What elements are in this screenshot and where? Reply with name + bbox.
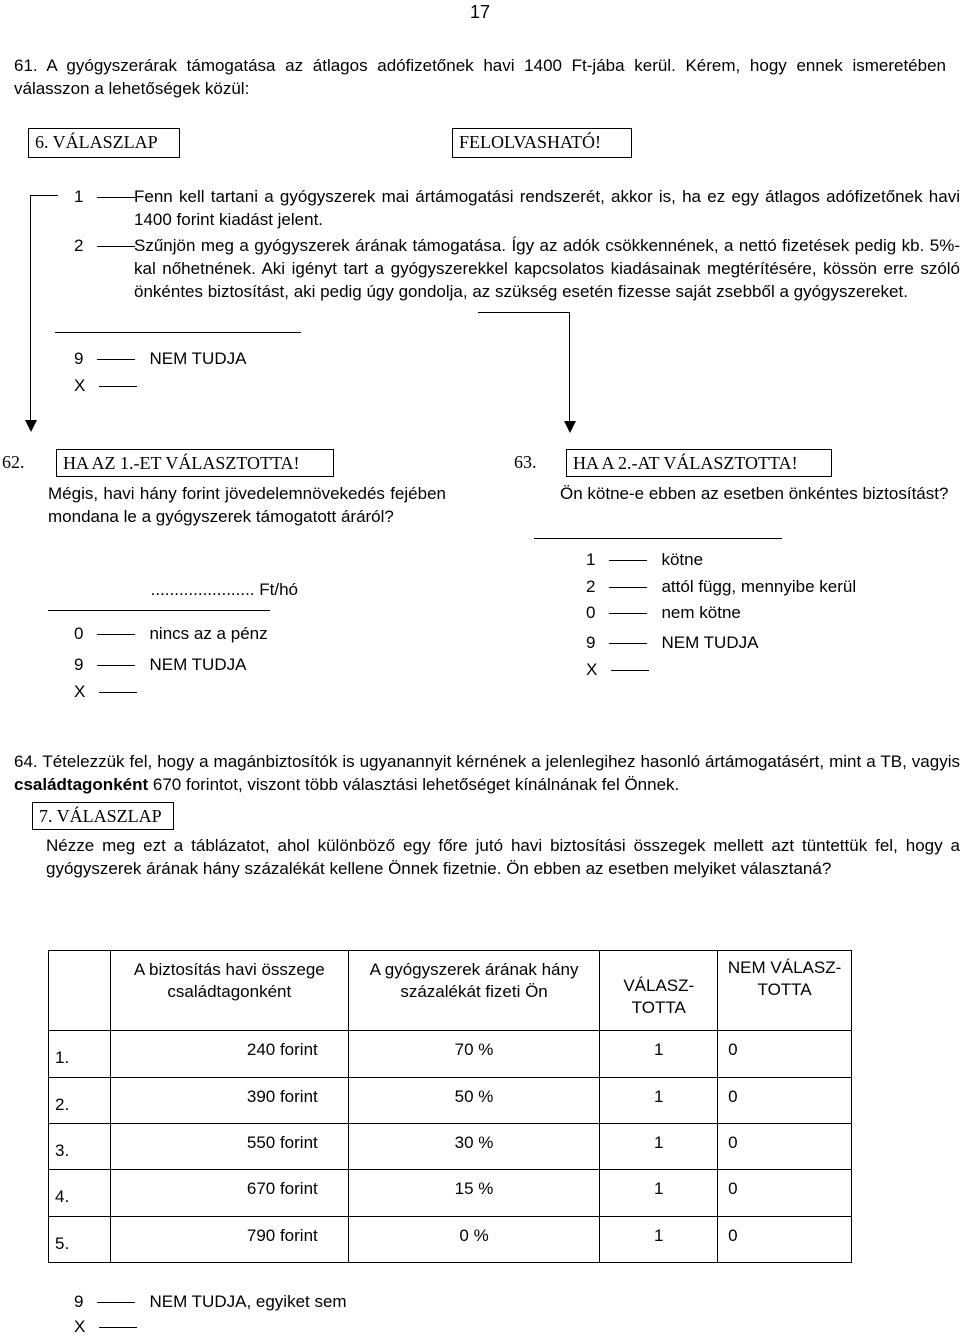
code-dash — [609, 643, 647, 644]
question-64-text — [14, 750, 960, 796]
option-9-code: 9 — [74, 655, 84, 674]
option-9-code: 9 — [586, 633, 596, 652]
row-number: 1. — [49, 1031, 111, 1078]
row-no-code: 0 — [718, 1124, 852, 1170]
option-1-code: 1 — [586, 550, 596, 569]
row-amount: 550 forint — [110, 1124, 348, 1170]
option-2-code: 2 — [74, 236, 84, 255]
question-63-number: 63. — [514, 452, 537, 472]
answer-line-ft-ho: ...................... Ft/hó — [150, 580, 298, 599]
row-yes-code: 1 — [600, 1078, 718, 1124]
option-0 — [586, 601, 741, 624]
row-amount: 390 forint — [110, 1078, 348, 1124]
separator-line — [55, 332, 301, 333]
code-dash — [99, 386, 137, 387]
option-0 — [74, 622, 268, 645]
row-number: 3. — [49, 1124, 111, 1170]
row-no-code: 0 — [718, 1217, 852, 1263]
question-64-text-b: 670 forintot, viszont több választási lehetőséget kínálnának fel Önnek. — [148, 775, 680, 794]
right-arrowhead-icon — [564, 421, 576, 433]
row-amount: 670 forint — [110, 1170, 348, 1217]
answer-card-label: 6. VÁLASZLAP — [28, 128, 180, 158]
code-dash — [609, 613, 647, 614]
table-header-amount: A biztosítás havi összege családtagonként — [110, 951, 348, 1031]
option-2-code: 2 — [586, 577, 596, 596]
option-x-code: X — [74, 376, 86, 395]
option-0-code: 0 — [586, 603, 596, 622]
row-amount: 240 forint — [110, 1031, 348, 1078]
option-x — [74, 680, 151, 703]
option-0-text: nincs az a pénz — [149, 624, 268, 643]
option-9-code: 9 — [74, 1292, 84, 1311]
table-row — [49, 1031, 852, 1078]
table-header-not-chose: NEM VÁLASZ- TOTTA — [718, 951, 852, 1031]
option-x — [74, 374, 151, 397]
page-number: 17 — [470, 2, 491, 22]
option-2-text: Szűnjön meg a gyógyszerek árának támogatása. Így az adók csökkennének, a nettó fizetések pedig kb. 5%-kal nőhetnének. Aki igényt tart a gyógyszerekkel kapcsolatos kiadásainak megtérítésére, kössön erre szóló önkéntes biztosítást, aki pedig úgy gondolja, az szükség esetén fizesse saját zsebből a gyógyszereket. — [134, 236, 960, 301]
table-row — [49, 1217, 852, 1263]
row-number: 2. — [49, 1078, 111, 1124]
row-yes-code: 1 — [600, 1170, 718, 1217]
code-dash — [97, 1302, 135, 1303]
option-x-code: X — [586, 660, 598, 679]
table-header-row — [49, 951, 852, 1031]
option-1-text: kötne — [661, 550, 704, 569]
option-9 — [74, 653, 246, 676]
option-1 — [586, 548, 703, 571]
readable-label: FELOLVASHATÓ! — [452, 128, 632, 158]
option-9 — [74, 347, 246, 370]
option-9-code: 9 — [74, 349, 84, 368]
question-62-number: 62. — [2, 452, 25, 472]
question-63-text: Ön kötne-e ebben az esetben önkéntes biztosítást? — [560, 484, 949, 503]
row-percent: 50 % — [348, 1078, 600, 1124]
right-routing-arrow-horizontal — [478, 312, 570, 313]
table-row — [49, 1124, 852, 1170]
table-row — [49, 1078, 852, 1124]
question-64-instruction: Nézze meg ezt a táblázatot, ahol különböző egy főre jutó havi biztosítási összegek mellett azt tüntettük fel, hogy a gyógyszerek árának hány százalékát kellene Önnek fizetnie. Ön ebben az esetben melyiket választaná? — [46, 836, 960, 878]
option-x — [586, 658, 663, 681]
code-dash — [99, 1327, 137, 1328]
row-no-code: 0 — [718, 1031, 852, 1078]
row-percent: 0 % — [348, 1217, 600, 1263]
option-9 — [74, 1290, 347, 1313]
row-amount: 790 forint — [110, 1217, 348, 1263]
answer-card-7-label: 7. VÁLASZLAP — [32, 802, 174, 830]
row-no-code: 0 — [718, 1078, 852, 1124]
row-number: 4. — [49, 1170, 111, 1217]
question-64-bold: családtagonként — [14, 775, 149, 794]
code-dash — [97, 634, 135, 635]
row-yes-code: 1 — [600, 1124, 718, 1170]
code-dash — [97, 197, 135, 198]
question-62-text: Mégis, havi hány forint jövedelemnövekedés fejében mondana le a gyógyszerek támogatott áráról? — [48, 484, 446, 526]
option-9-text: NEM TUDJA — [149, 655, 247, 674]
question-61-text: 61. A gyógyszerárak támogatása az átlagos adófizetőnek havi 1400 Ft-jába kerül. Kérem, hogy ennek ismeretében válasszon a lehetőségek közül: — [14, 56, 946, 98]
option-0-text: nem kötne — [661, 603, 741, 622]
option-9-text: NEM TUDJA — [149, 349, 247, 368]
row-percent: 30 % — [348, 1124, 600, 1170]
code-dash — [611, 670, 649, 671]
option-x-code: X — [74, 1317, 86, 1336]
row-yes-code: 1 — [600, 1217, 718, 1263]
question-64-text-a: 64. Tételezzük fel, hogy a magánbiztosítók is ugyanannyit kérnének a jelenlegihez hasonló ártámogatásért, mint a TB, vagyis — [14, 752, 960, 771]
option-1-code: 1 — [74, 187, 84, 206]
code-dash — [609, 560, 647, 561]
question-62-filter: HA AZ 1.-ET VÁLASZTOTTA! — [56, 449, 334, 477]
option-2 — [586, 575, 856, 598]
table-header-percent: A gyógyszerek árának hány százalékát fizeti Ön — [348, 951, 600, 1031]
option-x — [74, 1315, 151, 1338]
option-9 — [586, 631, 758, 654]
row-number: 5. — [49, 1217, 111, 1263]
separator-line — [48, 610, 270, 611]
separator-line — [534, 538, 782, 539]
code-dash — [99, 692, 137, 693]
option-9-text: NEM TUDJA — [661, 633, 759, 652]
table-header-num — [49, 951, 111, 1031]
code-dash — [97, 246, 135, 247]
left-arrowhead-icon — [25, 420, 37, 432]
row-no-code: 0 — [718, 1170, 852, 1217]
right-routing-arrow-vertical — [569, 312, 570, 424]
option-x-code: X — [74, 682, 86, 701]
row-yes-code: 1 — [600, 1031, 718, 1078]
option-2-text: attól függ, mennyibe kerül — [661, 577, 857, 596]
option-0-code: 0 — [74, 624, 84, 643]
option-9-text: NEM TUDJA, egyiket sem — [149, 1292, 347, 1311]
code-dash — [97, 359, 135, 360]
table-row — [49, 1170, 852, 1217]
left-routing-arrow-vertical — [30, 195, 31, 423]
row-percent: 15 % — [348, 1170, 600, 1217]
code-dash — [609, 587, 647, 588]
option-1-text: Fenn kell tartani a gyógyszerek mai ártámogatási rendszerét, akkor is, ha ez egy átlagos adófizetőnek havi 1400 forint kiadást jelent. — [134, 187, 960, 229]
left-routing-arrow-horizontal — [30, 195, 58, 196]
row-percent: 70 % — [348, 1031, 600, 1078]
code-dash — [97, 665, 135, 666]
table-header-chose: VÁLASZ- TOTTA — [600, 951, 718, 1031]
options-table — [48, 950, 852, 1263]
question-63-filter: HA A 2.-AT VÁLASZTOTTA! — [566, 449, 832, 477]
